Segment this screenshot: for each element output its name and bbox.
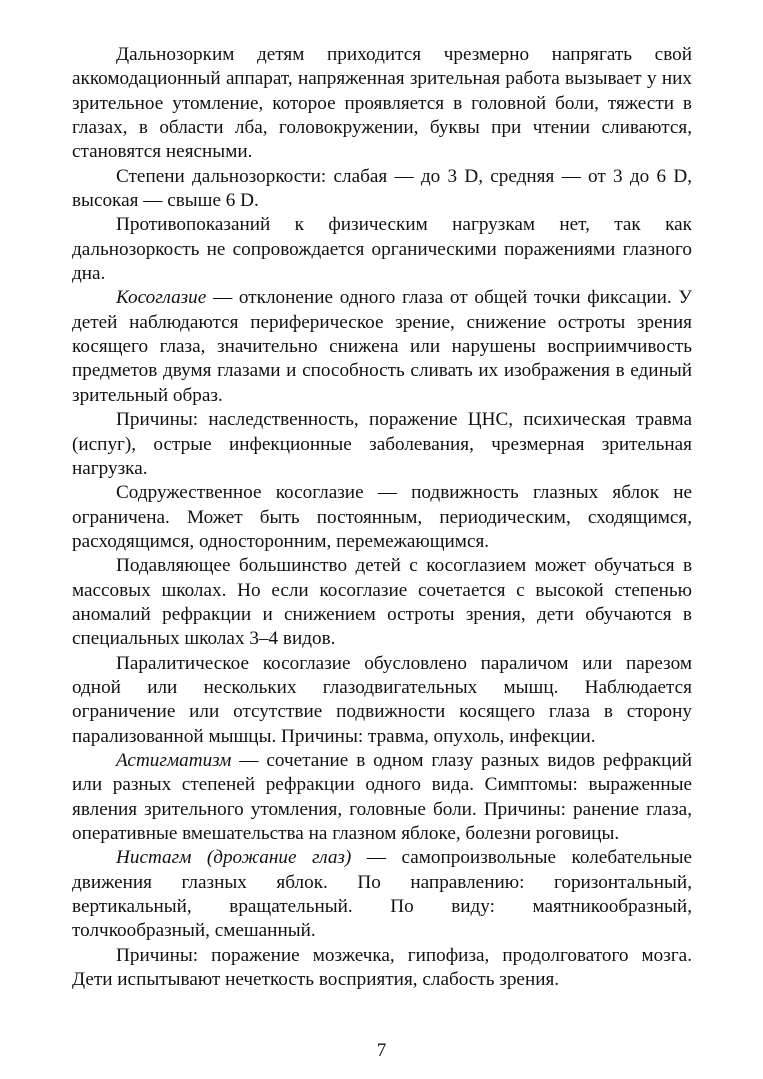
page-number: 7 bbox=[376, 1040, 387, 1061]
paragraph bbox=[72, 213, 692, 286]
term-italic: Нистагм (дрожание глаз) bbox=[116, 847, 352, 869]
body-text bbox=[72, 43, 692, 992]
paragraph bbox=[72, 749, 692, 846]
paragraph bbox=[72, 43, 692, 165]
paragraph bbox=[72, 554, 692, 651]
paragraph bbox=[72, 944, 692, 993]
paragraph bbox=[72, 652, 692, 749]
paragraph-text: Противопоказаний к физическим нагрузкам нет, так как дальнозоркость не сопровождается органическими поражениями глазного дна. bbox=[72, 214, 692, 285]
paragraph-text: Причины: поражение мозжечка, гипофиза, продолговатого мозга. Дети испытывают нечеткость восприятия, слабость зрения. bbox=[72, 944, 692, 991]
paragraph-text: Причины: наследственность, поражение ЦНС, психическая травма (испуг), острые инфекционные заболевания, чрезмерная зрительная нагрузка. bbox=[72, 409, 692, 479]
paragraph-text: Подавляющее большинство детей с косоглазием может обучаться в массовых школах. Но если косоглазие сочетается с высокой степенью аномалий рефракции и снижением остроты зрения, дети обучаются в специальных школах 3–4 видов. bbox=[72, 555, 692, 650]
paragraph bbox=[72, 165, 692, 214]
paragraph-text: — сочетание в одном глазу разных видов рефракций или разных степеней рефракции одного вида. Симптомы: выраженные явления зрительного утомления, головные боли. Причины: ранение глаза, оперативные вмешательства на глазном яблоке, болезни роговицы. bbox=[72, 749, 692, 844]
paragraph-text: — самопроизвольные колебательные движения глазных яблок. По направлению: горизонтальный, вертикальный, вращательный. По виду: маятникообразный, толчкообразный, смешанный. bbox=[72, 847, 692, 942]
paragraph-text: Степени дальнозоркости: слабая — до 3 D, средняя — от 3 до 6 D, высокая — свыше 6 D. bbox=[72, 165, 692, 212]
paragraph bbox=[72, 286, 692, 408]
paragraph bbox=[72, 408, 692, 481]
term-italic: Косоглазие bbox=[116, 287, 207, 309]
paragraph bbox=[72, 846, 692, 943]
paragraph-text: Паралитическое косоглазие обусловлено параличом или парезом одной или нескольких глазодвигательных мышц. Наблюдается ограничение или отсутствие подвижности косящего глаза в сторону парализованной мышцы. Причины: травма, опухоль, инфекции. bbox=[72, 652, 692, 747]
term-italic: Астигматизм bbox=[116, 749, 232, 771]
paragraph-text: Дальнозорким детям приходится чрезмерно напрягать свой аккомодационный аппарат, напряженная зрительная работа вызывает у них зрительное утомление, которое проявляется в головной боли, тяжести в глазах, в области лба, головокружении, буквы при чтении сливаются, становятся неясными. bbox=[72, 44, 692, 163]
paragraph-text: Содружественное косоглазие — подвижность глазных яблок не ограничена. Может быть постоянным, периодическим, сходящимся, расходящимся, односторонним, перемежающимся. bbox=[72, 482, 692, 552]
paragraph-text: — отклонение одного глаза от общей точки фиксации. У детей наблюдаются периферическое зрение, снижение остроты зрения косящего глаза, значительно снижена или нарушены восприимчивость предметов двумя глазами и способность сливать их изображения в единый зрительный образ. bbox=[72, 287, 692, 406]
paragraph bbox=[72, 481, 692, 554]
